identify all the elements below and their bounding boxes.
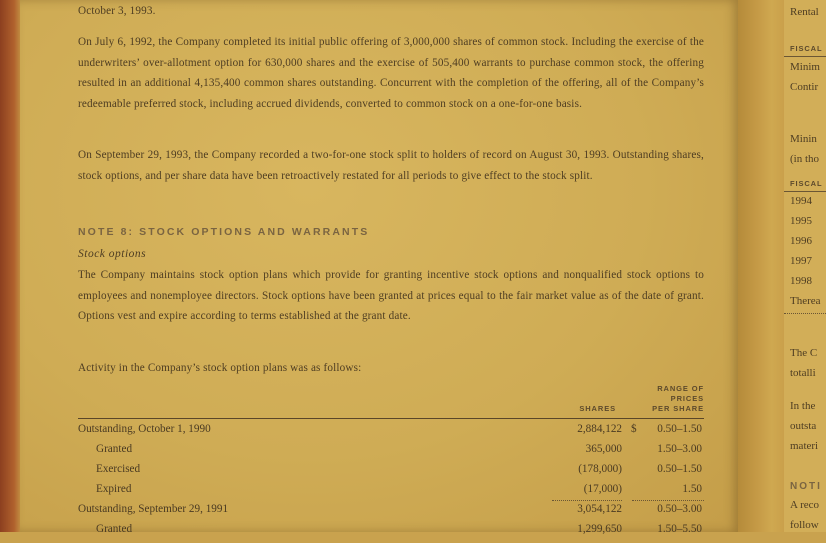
stock-split-paragraph: On September 29, 1993, the Company recorded a two-for-one stock split to holders of record on August 30, 1993. Outstanding shares, stock options, and per share data have been retroactively restated for all periods to give effect to the stock split.: [78, 149, 704, 182]
note-8-heading: NOTE 8: STOCK OPTIONS AND WARRANTS: [78, 226, 370, 238]
right-line-rental: Rental: [790, 6, 819, 18]
right-rule: [784, 56, 826, 57]
right-year: 1995: [790, 215, 812, 227]
range-column-header-line-3: PER SHARE: [652, 404, 704, 413]
table-row: [78, 503, 704, 523]
row-label: Granted: [96, 443, 133, 455]
row-price-range: 1.50–5.50: [657, 523, 702, 535]
right-year: 1998: [790, 275, 812, 287]
row-shares: 3,054,122: [577, 503, 622, 515]
range-column-header-line-1: RANGE OF: [657, 384, 704, 393]
activity-intro: Activity in the Company’s stock option plans was as follows:: [78, 362, 362, 374]
right-line-contir: Contir: [790, 81, 819, 93]
row-price-range: 1.50: [682, 483, 702, 495]
right-year: 1997: [790, 255, 812, 267]
stock-options-subheading: Stock options: [78, 248, 147, 260]
row-dollar-sign: $: [631, 423, 637, 435]
right-line-therea: Therea: [790, 295, 821, 307]
row-shares: 365,000: [585, 443, 622, 455]
right-line-a-reco: A reco: [790, 499, 820, 511]
table-row: [78, 463, 704, 483]
row-shares: 2,884,122: [577, 423, 622, 435]
right-page: [784, 0, 826, 532]
row-price-range: 0.50–3.00: [657, 503, 702, 515]
right-line-minim: Minim: [790, 61, 820, 73]
row-shares: 1,299,650: [577, 523, 622, 535]
right-line-materi: materi: [790, 440, 819, 452]
row-price-range: 0.50–1.50: [657, 423, 702, 435]
row-shares: (17,000): [583, 483, 622, 495]
row-price-range: 0.50–1.50: [657, 463, 702, 475]
table-row: [78, 443, 704, 463]
subtotal-dotted-rule-shares: [552, 500, 622, 501]
subtotal-dotted-rule-range: [632, 500, 704, 501]
right-dotted-rule: [784, 313, 826, 314]
right-rule: [784, 191, 826, 192]
right-line-follow: follow: [790, 519, 819, 531]
left-binding-edge: [0, 0, 20, 532]
book-gutter: [738, 0, 786, 532]
ipo-paragraph: On July 6, 1992, the Company completed its initial public offering of 3,000,000 shares of common stock. Including the exercise of the underwriters’ over-allotment option for 630,000 shares and the exercise of 505,400 warrants to purchase common stock, the offering resulted in an additional 4,135,400 common shares outstanding. Concurrent with the completion of the offering, all of the Company’s redeemable preferred stock, including accrued dividends, converted to common stock on a one-for-one basis.: [78, 36, 704, 110]
row-label: Outstanding, September 29, 1991: [78, 503, 229, 515]
row-label: Expired: [96, 483, 132, 495]
right-year: 1994: [790, 195, 812, 207]
table-header-rule: [78, 418, 704, 419]
shares-column-header: SHARES: [579, 404, 616, 413]
right-line-in-the: In the: [790, 400, 816, 412]
row-label: Outstanding, October 1, 1990: [78, 423, 211, 435]
row-label: Exercised: [96, 463, 141, 475]
right-fiscal-label-1: FISCAL: [790, 44, 823, 53]
table-row: [78, 523, 704, 543]
table-row: [78, 423, 704, 443]
right-year: 1996: [790, 235, 812, 247]
right-fiscal-label-2: FISCAL: [790, 179, 823, 188]
right-line-outsta: outsta: [790, 420, 817, 432]
right-line-totalli: totalli: [790, 367, 816, 379]
right-line-in-tho: (in tho: [790, 153, 820, 165]
top-line: October 3, 1993.: [78, 5, 156, 17]
range-column-header-line-2: PRICES: [670, 394, 704, 403]
row-shares: (178,000): [578, 463, 622, 475]
right-note-heading: NOTI: [790, 481, 822, 492]
row-label: Granted: [96, 523, 133, 535]
row-price-range: 1.50–3.00: [657, 443, 702, 455]
right-line-minin: Minin: [790, 133, 817, 145]
stock-options-paragraph: The Company maintains stock option plans which provide for granting incentive stock options and nonqualified stock options to employees and nonemployee directors. Stock options have been granted at prices equal to the fair market value as of the date of grant. Options vest and expire according to terms established at the grant date.: [78, 269, 704, 322]
right-line-the-c: The C: [790, 347, 818, 359]
